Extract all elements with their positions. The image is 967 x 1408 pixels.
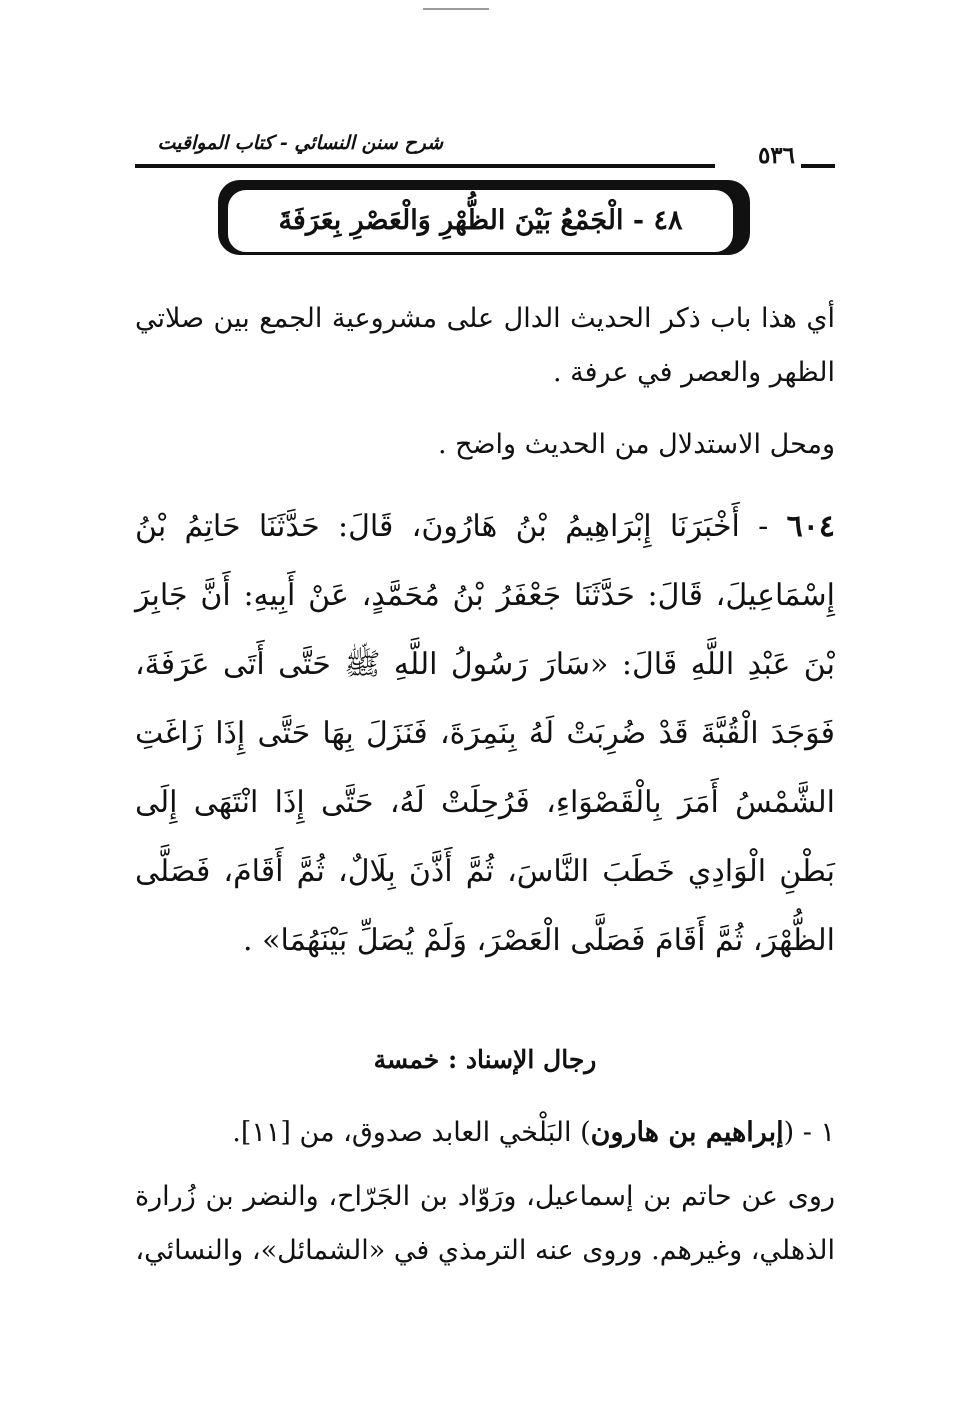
header-rule [135, 164, 715, 168]
header-title: شرح سنن النسائي - كتاب المواقيت [157, 132, 443, 154]
section-heading-text: رجال الإسناد : خمسة [373, 1045, 597, 1074]
intro-paragraph [135, 292, 881, 400]
mahal-paragraph [135, 418, 881, 472]
top-rule [423, 8, 489, 10]
chapter-heading-box [226, 188, 735, 254]
narrator-1-rest: ) البَلْخي العابد صدوق، من [١١]. [232, 1117, 591, 1148]
header-rule-short [801, 164, 835, 168]
hadith-number: ٦٠٤ [786, 509, 835, 544]
hadith-paragraph [135, 492, 835, 975]
narrator-2-text: روى عن حاتم بن إسماعيل، ورَوّاد بن الجَرّاح، والنضر بن زُرارة الذهلي، وغيرهم. وروى عنه الترمذي في «الشمائل»، والنسائي، [135, 1181, 835, 1266]
narrator-1-name: إبراهيم بن هارون [590, 1117, 784, 1148]
page-number: ٥٣٦ [757, 142, 795, 169]
narrator-2-paragraph [135, 1170, 881, 1278]
section-heading [135, 1045, 835, 1074]
narrator-1-prefix: ١ - ( [783, 1117, 835, 1148]
narrator-1-paragraph [135, 1106, 881, 1160]
mahal-text: ومحل الاستدلال من الحديث واضح . [438, 429, 835, 460]
hadith-text: - أَخْبَرَنَا إِبْرَاهِيمُ بْنُ هَارُونَ، قَالَ: حَدَّثَنَا حَاتِمُ بْنُ إِسْمَاعِيلَ، قَالَ: حَدَّثَنَا جَعْفَرُ بْنُ مُحَمَّدٍ، عَنْ أَبِيهِ: أَنَّ جَابِرَ بْنَ عَبْدِ اللَّهِ قَالَ: «سَارَ رَسُولُ اللَّهِ ﷺ حَتَّى أَتَى عَرَفَةَ، فَوَجَدَ الْقُبَّةَ قَدْ ضُرِبَتْ لَهُ بِنَمِرَةَ، فَنَزَلَ بِهَا حَتَّى إِذَا زَاغَتِ الشَّمْسُ أَمَرَ بِالْقَصْوَاءِ، فَرُحِلَتْ لَهُ، حَتَّى إِذَا انْتَهَى إِلَى بَطْنِ الْوَادِي خَطَبَ النَّاسَ، ثُمَّ أَذَّنَ بِلَالٌ، ثُمَّ أَقَامَ، فَصَلَّى الظُّهْرَ، ثُمَّ أَقَامَ فَصَلَّى الْعَصْرَ، وَلَمْ يُصَلِّ بَيْنَهُمَا» . [135, 509, 835, 958]
intro-text: أي هذا باب ذكر الحديث الدال على مشروعية الجمع بين صلاتي الظهر والعصر في عرفة . [135, 303, 835, 388]
running-header [135, 130, 835, 180]
chapter-heading: ٤٨ - الْجَمْعُ بَيْنَ الظُّهْرِ وَالْعَصْرِ بِعَرَفَةَ [278, 205, 683, 236]
